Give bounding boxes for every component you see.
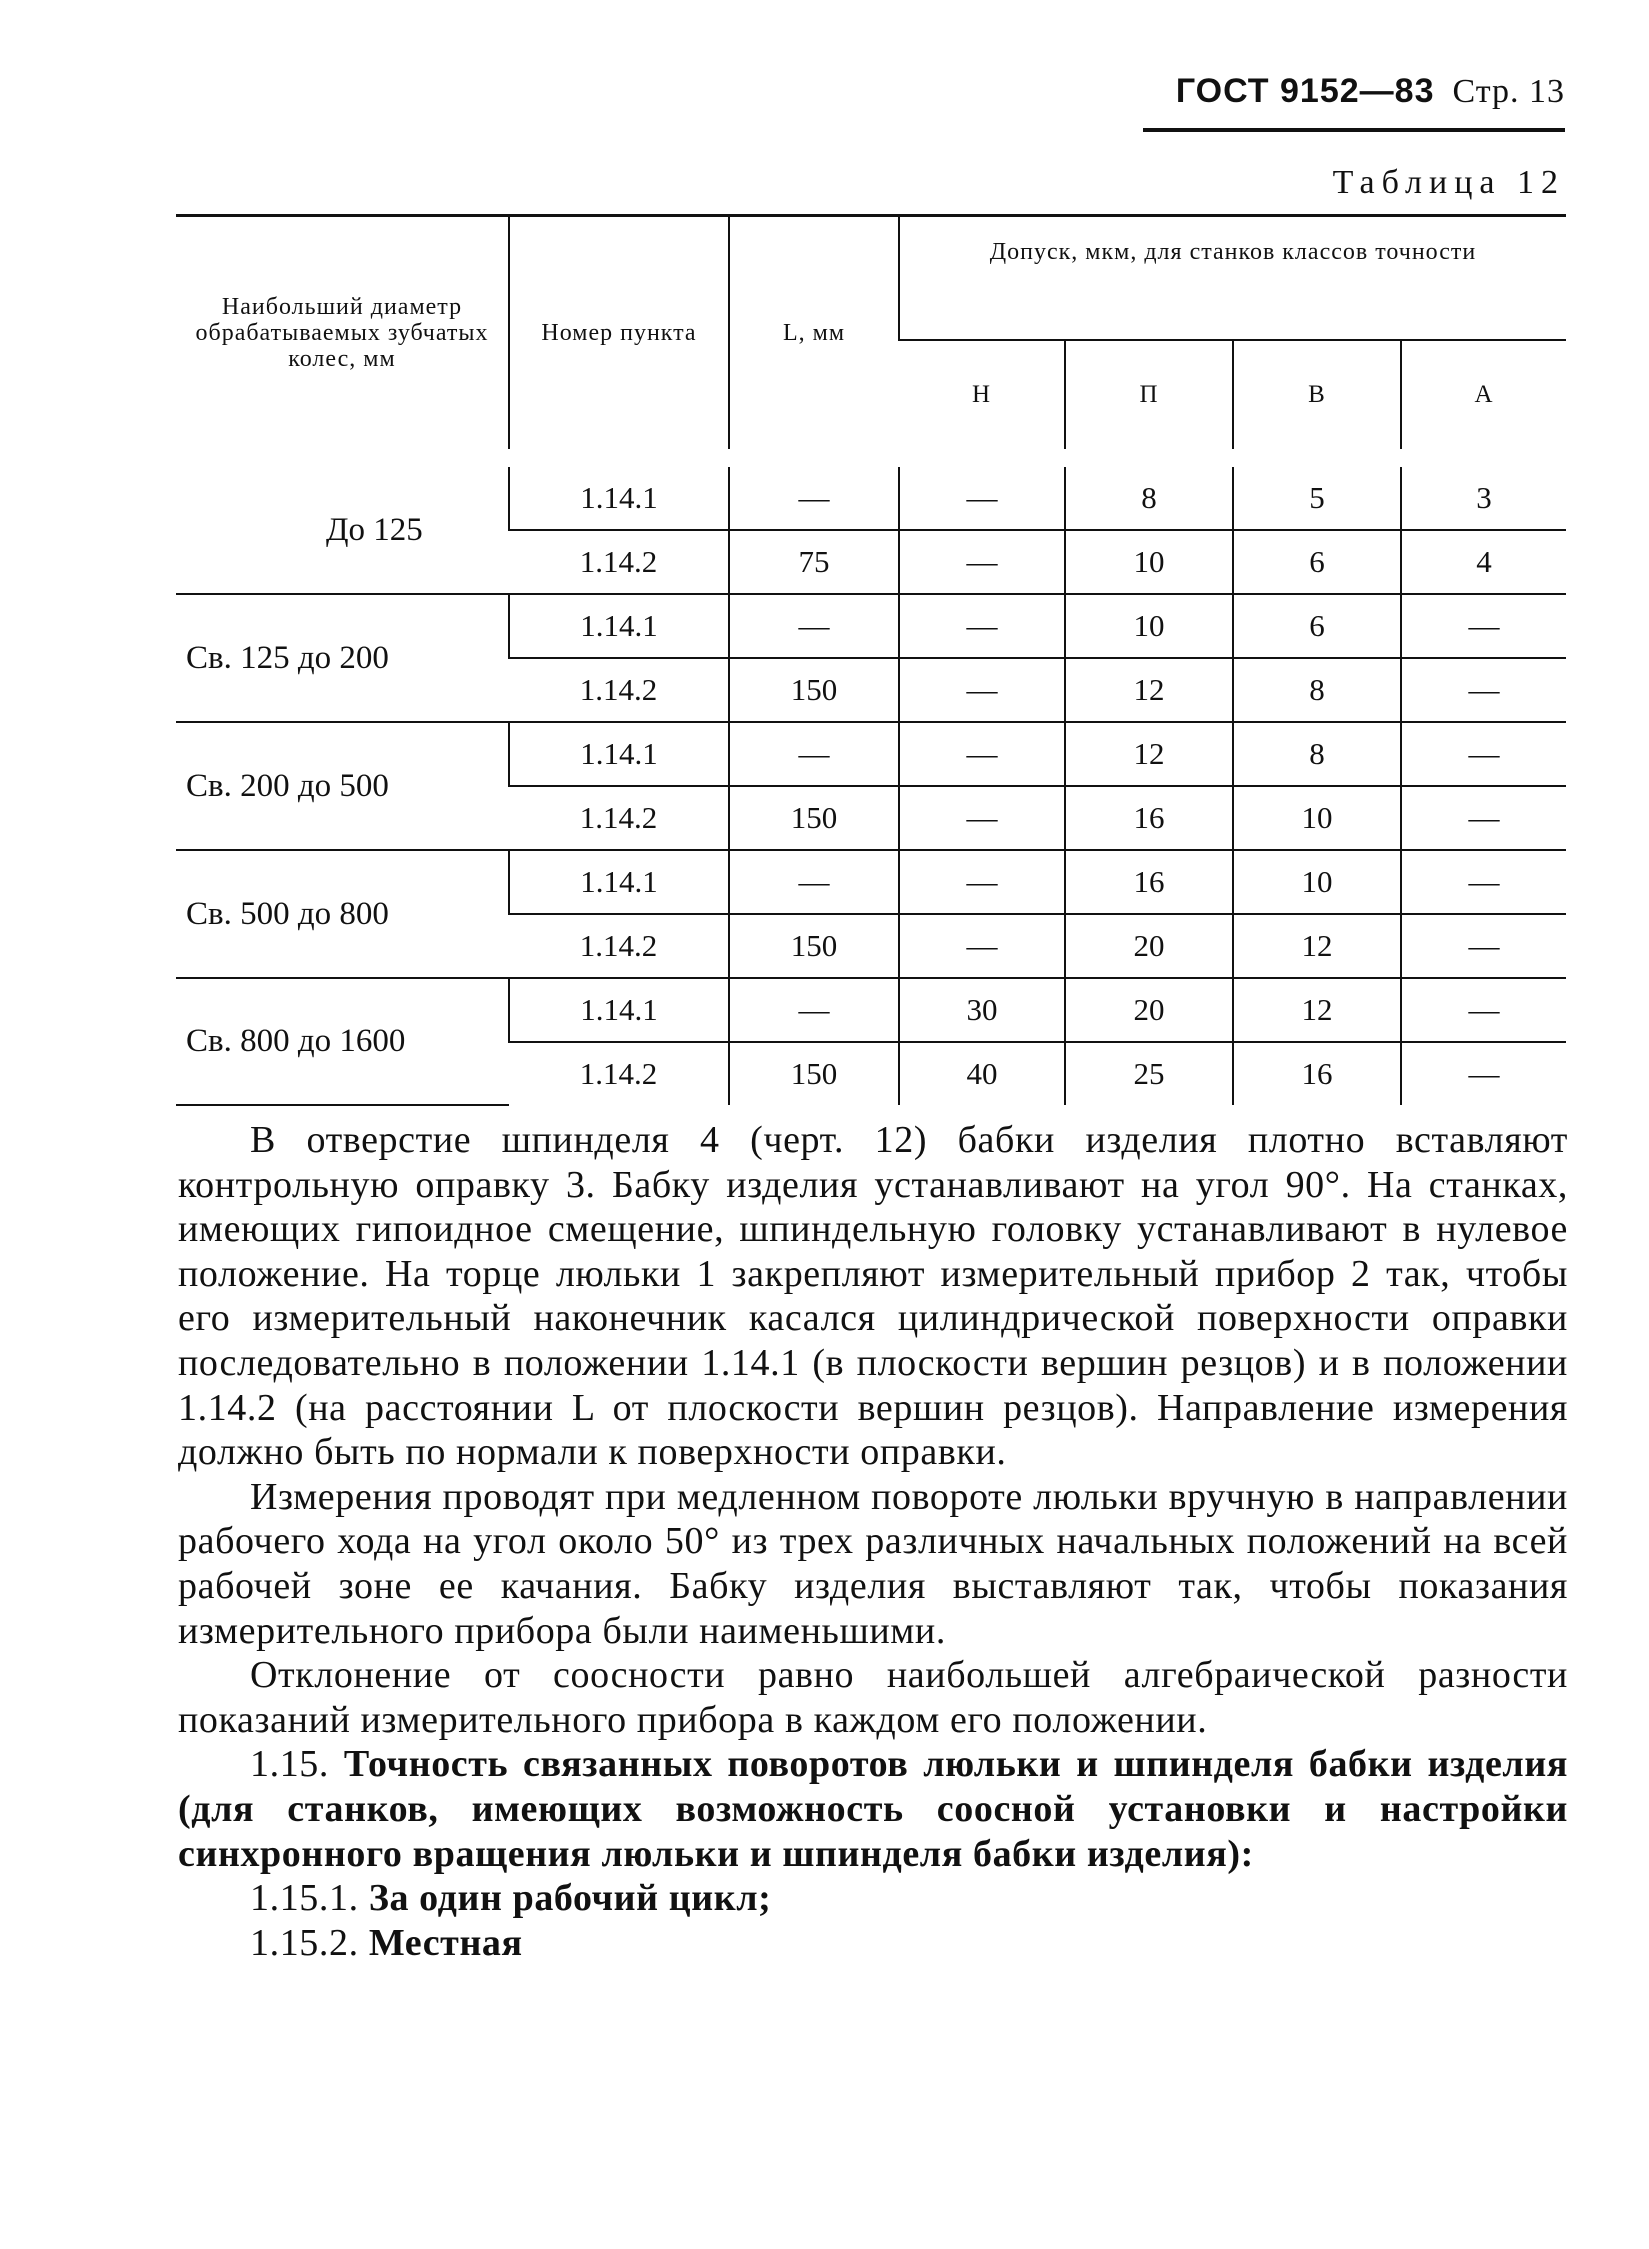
tolerance-cell: 16 — [1065, 850, 1233, 914]
section-1-15-1 — [178, 1876, 1568, 1921]
col-header-class-h: Н — [899, 340, 1065, 458]
tolerance-cell: 5 — [1233, 458, 1401, 530]
table-row — [176, 594, 1566, 658]
tolerance-cell: 6 — [1233, 594, 1401, 658]
length-cell: — — [729, 458, 899, 530]
tolerance-cell: — — [1401, 850, 1566, 914]
length-cell: 150 — [729, 1042, 899, 1105]
tolerance-cell: — — [1401, 594, 1566, 658]
tolerance-cell: — — [899, 658, 1065, 722]
tolerance-cell: 16 — [1065, 786, 1233, 850]
item-cell: 1.14.1 — [509, 722, 729, 786]
tolerance-cell: — — [899, 594, 1065, 658]
length-cell: — — [729, 722, 899, 786]
col-header-item: Номер пункта — [509, 216, 729, 459]
diameter-cell: Св. 200 до 500 — [176, 722, 509, 850]
table-row — [176, 978, 1566, 1042]
item-cell: 1.14.1 — [509, 850, 729, 914]
col-header-class-v: В — [1233, 340, 1401, 458]
diameter-cell: Св. 500 до 800 — [176, 850, 509, 978]
tolerance-cell: 4 — [1401, 530, 1566, 594]
diameter-cell: Св. 125 до 200 — [176, 594, 509, 722]
section-1-15-2 — [178, 1921, 1568, 1966]
length-cell: 150 — [729, 786, 899, 850]
standard-number: ГОСТ 9152—83 — [1175, 72, 1435, 110]
col-header-class-p: П — [1065, 340, 1233, 458]
tolerance-cell: 30 — [899, 978, 1065, 1042]
tolerance-cell: 16 — [1233, 1042, 1401, 1105]
table-caption: Таблица 12 — [1332, 164, 1565, 201]
paragraph-method: В отверстие шпинделя 4 (черт. 12) бабки изделия плотно вставляют контрольную оправку 3. Бабку изделия устанавливают на угол 90°. На станках, имеющих гипоидное смещение, шпиндельную головку устанавливают в нулевое положение. На торце люльки 1 закрепляют измерительный прибор 2 так, чтобы его измерительный наконечник касался цилиндрической поверхности оправки последовательно в положении 1.14.1 (в плоскости вершин резцов) и в положении 1.14.2 (на расстоянии L от плоскости вершин резцов). Направление измерения должно быть по нормали к поверхности оправки. — [178, 1119, 1568, 1474]
tolerance-cell: 40 — [899, 1042, 1065, 1105]
tolerance-cell: 20 — [1065, 914, 1233, 978]
tolerance-cell: 12 — [1233, 914, 1401, 978]
tolerance-cell: 20 — [1065, 978, 1233, 1042]
paragraph-measurement: Измерения проводят при медленном повороте люльки вручную в направлении рабочего хода на угол около 50° из трех различных начальных положений на всей рабочей зоне ее качания. Бабку изделия выставляют так, чтобы показания измерительного прибора были наименьшими. — [178, 1475, 1568, 1652]
tolerance-cell: — — [899, 458, 1065, 530]
tolerance-cell: 3 — [1401, 458, 1566, 530]
col-header-length: L, мм — [729, 216, 899, 459]
tolerance-cell: 10 — [1233, 786, 1401, 850]
tolerance-cell: — — [899, 914, 1065, 978]
length-cell: 75 — [729, 530, 899, 594]
length-cell: 150 — [729, 658, 899, 722]
item-cell: 1.14.2 — [509, 530, 729, 594]
item-cell: 1.14.2 — [509, 914, 729, 978]
tolerance-cell: 12 — [1233, 978, 1401, 1042]
tolerance-cell: 10 — [1065, 594, 1233, 658]
section-1-15 — [178, 1742, 1568, 1876]
item-cell: 1.14.2 — [509, 658, 729, 722]
paragraph-deviation: Отклонение от соосности равно наибольшей алгебраической разности показаний измерительного прибора в каждом его положении. — [178, 1654, 1568, 1741]
section-title: Точность связанных поворотов люльки и шпинделя бабки изделия (для станков, имеющих возможность соосной установки и настройки синхронного вращения люльки и шпинделя бабки изделия): — [178, 1743, 1568, 1875]
tolerance-cell: 12 — [1065, 658, 1233, 722]
tolerance-cell: — — [899, 530, 1065, 594]
section-title: За один рабочий цикл; — [368, 1877, 772, 1920]
tolerance-cell: 6 — [1233, 530, 1401, 594]
diameter-cell: До 125 — [176, 458, 509, 594]
col-header-diameter: Наибольший диаметр обрабатываемых зубчатых колес, мм — [176, 216, 509, 459]
tolerance-cell: 8 — [1233, 722, 1401, 786]
item-cell: 1.14.1 — [509, 978, 729, 1042]
tolerance-cell: — — [1401, 1042, 1566, 1105]
length-cell: — — [729, 594, 899, 658]
table-row — [176, 850, 1566, 914]
tolerance-cell: — — [1401, 658, 1566, 722]
table-row — [176, 722, 1566, 786]
length-cell: — — [729, 978, 899, 1042]
section-title: Местная — [368, 1921, 523, 1964]
length-cell: 150 — [729, 914, 899, 978]
tolerance-cell: — — [1401, 722, 1566, 786]
page-number: Стр. 13 — [1452, 73, 1565, 110]
tolerance-cell: — — [1401, 786, 1566, 850]
item-cell: 1.14.2 — [579, 1056, 658, 1091]
tolerance-table — [176, 214, 1566, 1106]
tolerance-cell: — — [899, 786, 1065, 850]
item-cell: 1.14.1 — [509, 594, 729, 658]
col-header-class-a: А — [1401, 340, 1566, 458]
tolerance-cell: 10 — [1065, 530, 1233, 594]
body-text — [178, 1118, 1568, 1965]
tolerance-cell: — — [899, 722, 1065, 786]
diameter-cell: Св. 800 до 1600 — [176, 978, 509, 1105]
tolerance-cell: — — [899, 850, 1065, 914]
tolerance-cell: — — [1401, 914, 1566, 978]
item-cell: 1.14.1 — [509, 458, 729, 530]
length-cell: — — [729, 850, 899, 914]
table-row — [176, 458, 1566, 530]
section-number: 1.15.2. — [250, 1921, 359, 1964]
tolerance-cell: 12 — [1065, 722, 1233, 786]
section-number: 1.15. — [250, 1743, 329, 1786]
tolerance-cell: — — [1401, 978, 1566, 1042]
col-header-tolerance: Допуск, мкм, для станков классов точности — [899, 216, 1566, 341]
tolerance-cell: 25 — [1065, 1042, 1233, 1105]
tolerance-cell: 10 — [1233, 850, 1401, 914]
section-number: 1.15.1. — [250, 1877, 359, 1920]
tolerance-cell: 8 — [1233, 658, 1401, 722]
item-cell: 1.14.2 — [509, 786, 729, 850]
tolerance-cell: 8 — [1065, 458, 1233, 530]
page-header — [1176, 72, 1565, 111]
header-rule — [1143, 128, 1565, 132]
